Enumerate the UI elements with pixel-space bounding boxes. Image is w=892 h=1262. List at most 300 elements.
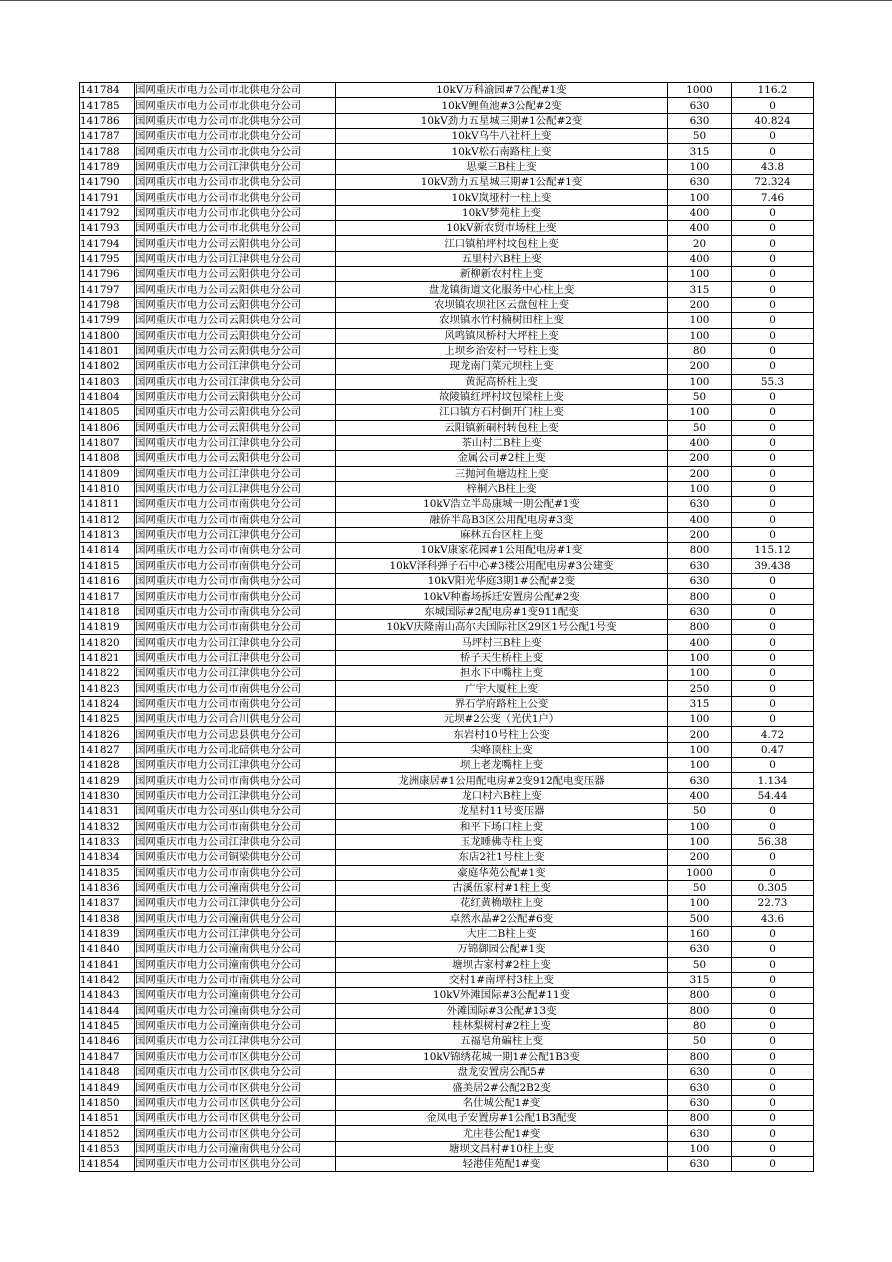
- transformer-name-cell: 龙洲康居#1公用配电房#2变912配电变压器: [336, 773, 668, 788]
- load-value-cell: 43.6: [732, 911, 814, 926]
- row-id-cell: 141837: [80, 896, 135, 911]
- table-row: [80, 466, 814, 481]
- table-row: [80, 497, 814, 512]
- load-value-cell: 0: [732, 819, 814, 834]
- load-value-cell: 0: [732, 267, 814, 282]
- transformer-name-cell: 融侨半岛B3区公用配电房#3变: [336, 512, 668, 527]
- table-row: [80, 712, 814, 727]
- table-row: [80, 1018, 814, 1033]
- row-id-cell: 141846: [80, 1034, 135, 1049]
- load-value-cell: 0: [732, 957, 814, 972]
- load-value-cell: 54.44: [732, 788, 814, 803]
- row-id-cell: 141853: [80, 1141, 135, 1156]
- transformer-name-cell: 10kV松石南路柱上变: [336, 144, 668, 159]
- capacity-cell: 800: [668, 589, 732, 604]
- transformer-name-cell: 大庄二B柱上变: [336, 926, 668, 941]
- transformer-name-cell: 外滩国际#3公配#13变: [336, 1003, 668, 1018]
- load-value-cell: 0: [732, 696, 814, 711]
- row-id-cell: 141813: [80, 527, 135, 542]
- transformer-name-cell: 桂林梨树村#2柱上变: [336, 1018, 668, 1033]
- load-value-cell: 0: [732, 497, 814, 512]
- supply-unit-cell: 国网重庆市电力公司市南供电分公司: [135, 512, 336, 527]
- capacity-cell: 100: [668, 896, 732, 911]
- load-value-cell: 0: [732, 129, 814, 144]
- transformer-name-cell: 10kV泽科弹子石中心#3楼公用配电房#3公建变: [336, 558, 668, 573]
- table-row: [80, 297, 814, 312]
- row-id-cell: 141807: [80, 435, 135, 450]
- capacity-cell: 400: [668, 788, 732, 803]
- transformer-name-cell: 东岩村10号柱上公变: [336, 727, 668, 742]
- row-id-cell: 141787: [80, 129, 135, 144]
- transformer-name-cell: 10kV种畜场拆迁安置房公配#2变: [336, 589, 668, 604]
- load-value-cell: 0: [732, 420, 814, 435]
- table-row: [80, 850, 814, 865]
- capacity-cell: 100: [668, 328, 732, 343]
- table-row: [80, 512, 814, 527]
- load-value-cell: 0: [732, 942, 814, 957]
- capacity-cell: 20: [668, 236, 732, 251]
- row-id-cell: 141852: [80, 1126, 135, 1141]
- supply-unit-cell: 国网重庆市电力公司江津供电分公司: [135, 926, 336, 941]
- load-value-cell: 0: [732, 328, 814, 343]
- row-id-cell: 141822: [80, 666, 135, 681]
- table-row: [80, 1126, 814, 1141]
- capacity-cell: 800: [668, 620, 732, 635]
- transformer-table: [79, 82, 814, 1172]
- supply-unit-cell: 国网重庆市电力公司江津供电分公司: [135, 650, 336, 665]
- supply-unit-cell: 国网重庆市电力公司市区供电分公司: [135, 1080, 336, 1095]
- transformer-name-cell: 10kV浩立半岛康城一期公配#1变: [336, 497, 668, 512]
- load-value-cell: 0: [732, 205, 814, 220]
- load-value-cell: 0: [732, 1003, 814, 1018]
- capacity-cell: 100: [668, 190, 732, 205]
- transformer-name-cell: 盘龙安置房公配5#: [336, 1065, 668, 1080]
- capacity-cell: 315: [668, 972, 732, 987]
- row-id-cell: 141839: [80, 926, 135, 941]
- transformer-name-cell: 10kV庆隆南山高尔夫国际社区29区1号公配1号变: [336, 620, 668, 635]
- supply-unit-cell: 国网重庆市电力公司江津供电分公司: [135, 527, 336, 542]
- table-row: [80, 788, 814, 803]
- capacity-cell: 630: [668, 942, 732, 957]
- table-row: [80, 666, 814, 681]
- supply-unit-cell: 国网重庆市电力公司江津供电分公司: [135, 374, 336, 389]
- row-id-cell: 141785: [80, 98, 135, 113]
- table-row: [80, 98, 814, 113]
- row-id-cell: 141850: [80, 1095, 135, 1110]
- capacity-cell: 630: [668, 1095, 732, 1110]
- load-value-cell: 116.2: [732, 83, 814, 98]
- capacity-cell: 200: [668, 451, 732, 466]
- row-id-cell: 141808: [80, 451, 135, 466]
- transformer-name-cell: 三抛河鱼塘边柱上变: [336, 466, 668, 481]
- row-id-cell: 141830: [80, 788, 135, 803]
- transformer-name-cell: 金属公司#2柱上变: [336, 451, 668, 466]
- capacity-cell: 1000: [668, 865, 732, 880]
- capacity-cell: 50: [668, 129, 732, 144]
- supply-unit-cell: 国网重庆市电力公司江津供电分公司: [135, 359, 336, 374]
- supply-unit-cell: 国网重庆市电力公司市南供电分公司: [135, 620, 336, 635]
- table-row: [80, 957, 814, 972]
- load-value-cell: 1.134: [732, 773, 814, 788]
- table-row: [80, 282, 814, 297]
- supply-unit-cell: 国网重庆市电力公司市区供电分公司: [135, 1157, 336, 1172]
- supply-unit-cell: 国网重庆市电力公司市区供电分公司: [135, 1049, 336, 1064]
- transformer-name-cell: 龙口村六B柱上变: [336, 788, 668, 803]
- table-row: [80, 819, 814, 834]
- supply-unit-cell: 国网重庆市电力公司云阳供电分公司: [135, 328, 336, 343]
- row-id-cell: 141812: [80, 512, 135, 527]
- load-value-cell: 0: [732, 481, 814, 496]
- transformer-name-cell: 10kV康家花园#1公用配电房#1变: [336, 543, 668, 558]
- transformer-name-cell: 10kV鲤鱼池#3公配#2变: [336, 98, 668, 113]
- load-value-cell: 0: [732, 574, 814, 589]
- capacity-cell: 630: [668, 1080, 732, 1095]
- capacity-cell: 100: [668, 159, 732, 174]
- capacity-cell: 400: [668, 221, 732, 236]
- transformer-name-cell: 桥子天生桥柱上变: [336, 650, 668, 665]
- load-value-cell: 115.12: [732, 543, 814, 558]
- capacity-cell: 200: [668, 850, 732, 865]
- table-row: [80, 926, 814, 941]
- transformer-name-cell: 黄泥高桥柱上变: [336, 374, 668, 389]
- row-id-cell: 141794: [80, 236, 135, 251]
- row-id-cell: 141790: [80, 175, 135, 190]
- table-row: [80, 972, 814, 987]
- transformer-name-cell: 梓桐六B柱上变: [336, 481, 668, 496]
- table-row: [80, 589, 814, 604]
- capacity-cell: 50: [668, 420, 732, 435]
- row-id-cell: 141819: [80, 620, 135, 635]
- capacity-cell: 50: [668, 804, 732, 819]
- supply-unit-cell: 国网重庆市电力公司市北供电分公司: [135, 221, 336, 236]
- supply-unit-cell: 国网重庆市电力公司市北供电分公司: [135, 190, 336, 205]
- capacity-cell: 80: [668, 343, 732, 358]
- capacity-cell: 100: [668, 834, 732, 849]
- load-value-cell: 0: [732, 435, 814, 450]
- row-id-cell: 141847: [80, 1049, 135, 1064]
- load-value-cell: 0: [732, 865, 814, 880]
- table-row: [80, 620, 814, 635]
- row-id-cell: 141836: [80, 880, 135, 895]
- load-value-cell: 0.47: [732, 742, 814, 757]
- supply-unit-cell: 国网重庆市电力公司市南供电分公司: [135, 543, 336, 558]
- table-row: [80, 804, 814, 819]
- supply-unit-cell: 国网重庆市电力公司江津供电分公司: [135, 435, 336, 450]
- capacity-cell: 100: [668, 742, 732, 757]
- supply-unit-cell: 国网重庆市电力公司市南供电分公司: [135, 681, 336, 696]
- table-row: [80, 1080, 814, 1095]
- transformer-name-cell: 麻林五台区柱上变: [336, 527, 668, 542]
- load-value-cell: 43.8: [732, 159, 814, 174]
- capacity-cell: 50: [668, 389, 732, 404]
- capacity-cell: 630: [668, 98, 732, 113]
- capacity-cell: 160: [668, 926, 732, 941]
- capacity-cell: 315: [668, 144, 732, 159]
- load-value-cell: 0: [732, 712, 814, 727]
- table-row: [80, 435, 814, 450]
- supply-unit-cell: 国网重庆市电力公司云阳供电分公司: [135, 389, 336, 404]
- capacity-cell: 100: [668, 1141, 732, 1156]
- load-value-cell: 0: [732, 972, 814, 987]
- supply-unit-cell: 国网重庆市电力公司潼南供电分公司: [135, 1141, 336, 1156]
- load-value-cell: 0: [732, 236, 814, 251]
- load-value-cell: 0: [732, 850, 814, 865]
- row-id-cell: 141805: [80, 405, 135, 420]
- row-id-cell: 141844: [80, 1003, 135, 1018]
- supply-unit-cell: 国网重庆市电力公司云阳供电分公司: [135, 297, 336, 312]
- load-value-cell: 72.324: [732, 175, 814, 190]
- page-top-rule: [0, 0, 892, 1]
- transformer-name-cell: 万锦御园公配#1变: [336, 942, 668, 957]
- load-value-cell: 56.38: [732, 834, 814, 849]
- capacity-cell: 630: [668, 497, 732, 512]
- row-id-cell: 141817: [80, 589, 135, 604]
- transformer-name-cell: 东城国际#2配电房#1变911配变: [336, 604, 668, 619]
- row-id-cell: 141791: [80, 190, 135, 205]
- supply-unit-cell: 国网重庆市电力公司市南供电分公司: [135, 558, 336, 573]
- capacity-cell: 200: [668, 727, 732, 742]
- load-value-cell: 0: [732, 1111, 814, 1126]
- row-id-cell: 141848: [80, 1065, 135, 1080]
- table-row: [80, 159, 814, 174]
- row-id-cell: 141854: [80, 1157, 135, 1172]
- transformer-name-cell: 元坝#2公变（光伏1户）: [336, 712, 668, 727]
- table-row: [80, 267, 814, 282]
- row-id-cell: 141825: [80, 712, 135, 727]
- table-row: [80, 359, 814, 374]
- load-value-cell: 0: [732, 1049, 814, 1064]
- row-id-cell: 141816: [80, 574, 135, 589]
- supply-unit-cell: 国网重庆市电力公司江津供电分公司: [135, 159, 336, 174]
- transformer-name-cell: 10kV梦苑柱上变: [336, 205, 668, 220]
- supply-unit-cell: 国网重庆市电力公司云阳供电分公司: [135, 420, 336, 435]
- row-id-cell: 141820: [80, 635, 135, 650]
- transformer-name-cell: 金凤电子安置房#1公配1B3配变: [336, 1111, 668, 1126]
- supply-unit-cell: 国网重庆市电力公司市区供电分公司: [135, 1065, 336, 1080]
- supply-unit-cell: 国网重庆市电力公司市北供电分公司: [135, 129, 336, 144]
- row-id-cell: 141814: [80, 543, 135, 558]
- load-value-cell: 40.824: [732, 113, 814, 128]
- transformer-name-cell: 五福皂角碥柱上变: [336, 1034, 668, 1049]
- load-value-cell: 0: [732, 297, 814, 312]
- capacity-cell: 800: [668, 988, 732, 1003]
- load-value-cell: 0: [732, 313, 814, 328]
- row-id-cell: 141828: [80, 758, 135, 773]
- transformer-name-cell: 界石学府路柱上公变: [336, 696, 668, 711]
- load-value-cell: 4.72: [732, 727, 814, 742]
- table-row: [80, 221, 814, 236]
- row-id-cell: 141788: [80, 144, 135, 159]
- row-id-cell: 141797: [80, 282, 135, 297]
- capacity-cell: 100: [668, 267, 732, 282]
- supply-unit-cell: 国网重庆市电力公司潼南供电分公司: [135, 911, 336, 926]
- transformer-name-cell: 10kV阳光华庭3期1#公配#2变: [336, 574, 668, 589]
- capacity-cell: 100: [668, 819, 732, 834]
- table-row: [80, 481, 814, 496]
- row-id-cell: 141843: [80, 988, 135, 1003]
- transformer-name-cell: 现龙南门菜元坝柱上变: [336, 359, 668, 374]
- transformer-name-cell: 故陵镇红坪村坟包梁柱上变: [336, 389, 668, 404]
- table-row: [80, 681, 814, 696]
- supply-unit-cell: 国网重庆市电力公司铜梁供电分公司: [135, 850, 336, 865]
- capacity-cell: 100: [668, 666, 732, 681]
- capacity-cell: 250: [668, 681, 732, 696]
- supply-unit-cell: 国网重庆市电力公司江津供电分公司: [135, 788, 336, 803]
- load-value-cell: 0: [732, 359, 814, 374]
- capacity-cell: 100: [668, 712, 732, 727]
- transformer-name-cell: 和平下场口柱上变: [336, 819, 668, 834]
- row-id-cell: 141849: [80, 1080, 135, 1095]
- supply-unit-cell: 国网重庆市电力公司市北供电分公司: [135, 175, 336, 190]
- transformer-name-cell: 10kV劲力五星城三期#1公配#1变: [336, 175, 668, 190]
- supply-unit-cell: 国网重庆市电力公司潼南供电分公司: [135, 942, 336, 957]
- table-row: [80, 604, 814, 619]
- row-id-cell: 141802: [80, 359, 135, 374]
- supply-unit-cell: 国网重庆市电力公司市南供电分公司: [135, 574, 336, 589]
- row-id-cell: 141809: [80, 466, 135, 481]
- capacity-cell: 50: [668, 880, 732, 895]
- supply-unit-cell: 国网重庆市电力公司市南供电分公司: [135, 865, 336, 880]
- capacity-cell: 100: [668, 758, 732, 773]
- capacity-cell: 630: [668, 574, 732, 589]
- table-row: [80, 129, 814, 144]
- capacity-cell: 50: [668, 1034, 732, 1049]
- capacity-cell: 400: [668, 512, 732, 527]
- supply-unit-cell: 国网重庆市电力公司市北供电分公司: [135, 98, 336, 113]
- table-row: [80, 742, 814, 757]
- supply-unit-cell: 国网重庆市电力公司巫山供电分公司: [135, 804, 336, 819]
- supply-unit-cell: 国网重庆市电力公司市北供电分公司: [135, 83, 336, 98]
- row-id-cell: 141832: [80, 819, 135, 834]
- supply-unit-cell: 国网重庆市电力公司市区供电分公司: [135, 1111, 336, 1126]
- transformer-name-cell: 农坝镇水竹村楠树田柱上变: [336, 313, 668, 328]
- transformer-name-cell: 塘坝古家村#2柱上变: [336, 957, 668, 972]
- transformer-name-cell: 江口镇柏坪村坟包柱上变: [336, 236, 668, 251]
- capacity-cell: 100: [668, 481, 732, 496]
- capacity-cell: 630: [668, 175, 732, 190]
- capacity-cell: 200: [668, 297, 732, 312]
- transformer-name-cell: 10kV外滩国际#3公配#11变: [336, 988, 668, 1003]
- transformer-name-cell: 上坝乡治安村一号柱上变: [336, 343, 668, 358]
- transformer-name-cell: 玉龙睡佛寺柱上变: [336, 834, 668, 849]
- capacity-cell: 800: [668, 1003, 732, 1018]
- transformer-name-cell: 尖峰顶柱上变: [336, 742, 668, 757]
- row-id-cell: 141803: [80, 374, 135, 389]
- table-row: [80, 558, 814, 573]
- row-id-cell: 141815: [80, 558, 135, 573]
- load-value-cell: 0: [732, 1157, 814, 1172]
- row-id-cell: 141786: [80, 113, 135, 128]
- row-id-cell: 141806: [80, 420, 135, 435]
- transformer-name-cell: 豪庭华苑公配#1变: [336, 865, 668, 880]
- table-row: [80, 880, 814, 895]
- table-row: [80, 205, 814, 220]
- row-id-cell: 141823: [80, 681, 135, 696]
- supply-unit-cell: 国网重庆市电力公司江津供电分公司: [135, 834, 336, 849]
- capacity-cell: 315: [668, 282, 732, 297]
- row-id-cell: 141827: [80, 742, 135, 757]
- load-value-cell: 0: [732, 604, 814, 619]
- row-id-cell: 141795: [80, 251, 135, 266]
- table-row: [80, 1003, 814, 1018]
- load-value-cell: 0: [732, 221, 814, 236]
- load-value-cell: 0: [732, 343, 814, 358]
- supply-unit-cell: 国网重庆市电力公司市南供电分公司: [135, 497, 336, 512]
- table-row: [80, 896, 814, 911]
- row-id-cell: 141833: [80, 834, 135, 849]
- supply-unit-cell: 国网重庆市电力公司市北供电分公司: [135, 205, 336, 220]
- load-value-cell: 7.46: [732, 190, 814, 205]
- transformer-name-cell: 担水下中嘴柱上变: [336, 666, 668, 681]
- capacity-cell: 500: [668, 911, 732, 926]
- row-id-cell: 141810: [80, 481, 135, 496]
- row-id-cell: 141792: [80, 205, 135, 220]
- row-id-cell: 141804: [80, 389, 135, 404]
- capacity-cell: 630: [668, 1065, 732, 1080]
- transformer-name-cell: 名仕城公配1#变: [336, 1095, 668, 1110]
- capacity-cell: 50: [668, 957, 732, 972]
- transformer-name-cell: 10kV劲力五星城三期#1公配#2变: [336, 113, 668, 128]
- table-row: [80, 405, 814, 420]
- capacity-cell: 80: [668, 1018, 732, 1033]
- supply-unit-cell: 国网重庆市电力公司市南供电分公司: [135, 972, 336, 987]
- supply-unit-cell: 国网重庆市电力公司云阳供电分公司: [135, 405, 336, 420]
- transformer-name-cell: 轻港佳苑配1#变: [336, 1157, 668, 1172]
- supply-unit-cell: 国网重庆市电力公司江津供电分公司: [135, 1034, 336, 1049]
- load-value-cell: 0: [732, 589, 814, 604]
- supply-unit-cell: 国网重庆市电力公司市区供电分公司: [135, 1095, 336, 1110]
- table-row: [80, 420, 814, 435]
- table-row: [80, 527, 814, 542]
- transformer-name-cell: 东店2社1号柱上变: [336, 850, 668, 865]
- load-value-cell: 0: [732, 1018, 814, 1033]
- capacity-cell: 630: [668, 1157, 732, 1172]
- table-row: [80, 1141, 814, 1156]
- load-value-cell: 0: [732, 1065, 814, 1080]
- table-row: [80, 1065, 814, 1080]
- capacity-cell: 630: [668, 773, 732, 788]
- supply-unit-cell: 国网重庆市电力公司江津供电分公司: [135, 896, 336, 911]
- supply-unit-cell: 国网重庆市电力公司市南供电分公司: [135, 773, 336, 788]
- table-row: [80, 988, 814, 1003]
- load-value-cell: 0: [732, 620, 814, 635]
- transformer-name-cell: 龙星村11号变压器: [336, 804, 668, 819]
- supply-unit-cell: 国网重庆市电力公司潼南供电分公司: [135, 988, 336, 1003]
- table-row: [80, 389, 814, 404]
- transformer-name-cell: 10kV万科渝园#7公配#1变: [336, 83, 668, 98]
- row-id-cell: 141831: [80, 804, 135, 819]
- load-value-cell: 39.438: [732, 558, 814, 573]
- supply-unit-cell: 国网重庆市电力公司江津供电分公司: [135, 666, 336, 681]
- transformer-name-cell: 五里村六B柱上变: [336, 251, 668, 266]
- transformer-name-cell: 花红黄桷墩柱上变: [336, 896, 668, 911]
- load-value-cell: 55.3: [732, 374, 814, 389]
- table-row: [80, 543, 814, 558]
- load-value-cell: 0: [732, 251, 814, 266]
- row-id-cell: 141821: [80, 650, 135, 665]
- capacity-cell: 630: [668, 604, 732, 619]
- load-value-cell: 0: [732, 1126, 814, 1141]
- table-row: [80, 374, 814, 389]
- load-value-cell: 0: [732, 144, 814, 159]
- supply-unit-cell: 国网重庆市电力公司忠县供电分公司: [135, 727, 336, 742]
- capacity-cell: 400: [668, 435, 732, 450]
- row-id-cell: 141784: [80, 83, 135, 98]
- capacity-cell: 800: [668, 1049, 732, 1064]
- transformer-name-cell: 古溪伍家村#1柱上变: [336, 880, 668, 895]
- row-id-cell: 141838: [80, 911, 135, 926]
- capacity-cell: 100: [668, 405, 732, 420]
